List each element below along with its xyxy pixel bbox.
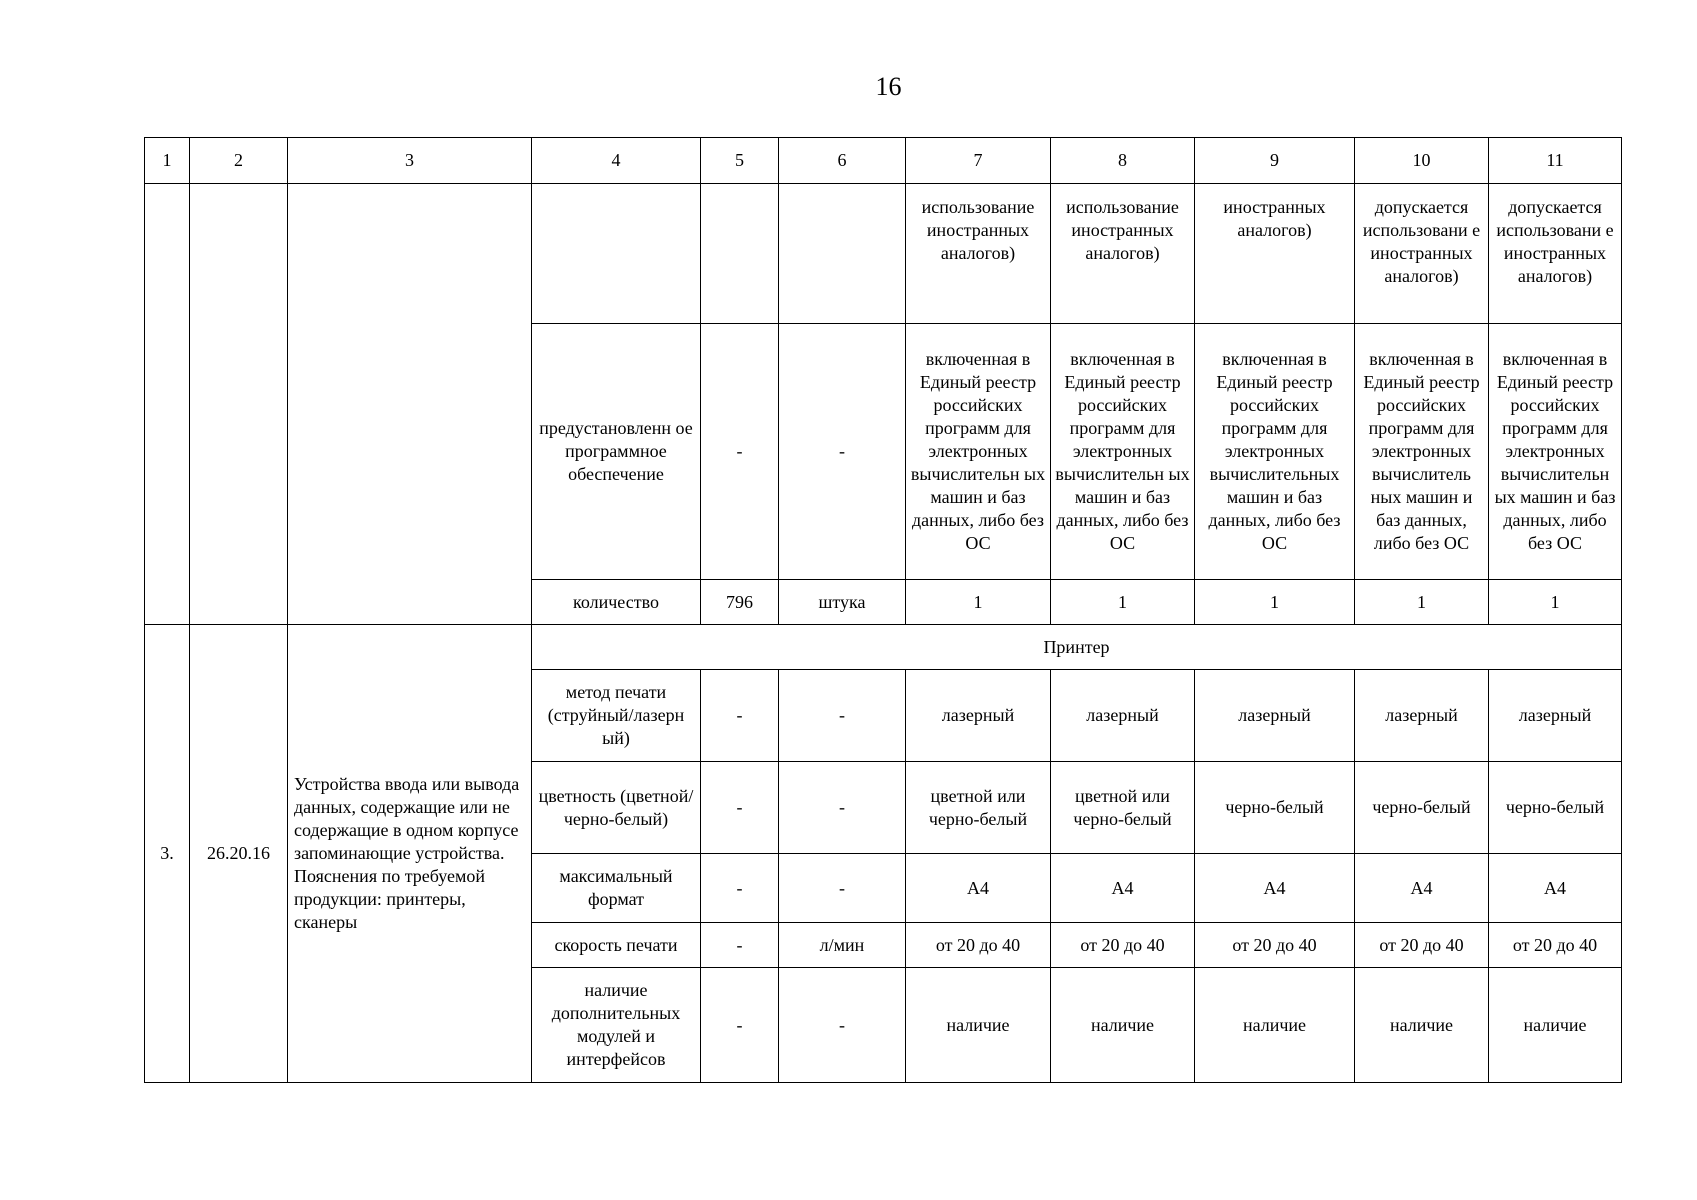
column-number: 6 xyxy=(779,138,906,184)
cell-empty xyxy=(532,184,701,324)
group-title: Принтер xyxy=(532,625,1622,670)
table-cell: от 20 до 40 xyxy=(906,923,1051,968)
table-cell: 1 xyxy=(906,580,1051,625)
item-number: 3. xyxy=(145,625,190,1083)
column-number: 3 xyxy=(288,138,532,184)
table-cell: наличие xyxy=(1051,968,1195,1083)
table-cell: допускается использовани е иностранных аналогов) xyxy=(1489,184,1622,324)
table-cell: метод печати (струйный/лазерн ый) xyxy=(532,670,701,762)
table-cell: включенная в Единый реестр российских программ для электронных вычислительных машин и баз данных, либо без ОС xyxy=(1195,324,1355,580)
table-cell: лазерный xyxy=(1051,670,1195,762)
column-number: 7 xyxy=(906,138,1051,184)
table-cell: 1 xyxy=(1355,580,1489,625)
table-cell: лазерный xyxy=(1355,670,1489,762)
table-cell: цветной или черно-белый xyxy=(1051,762,1195,854)
table-cell: л/мин xyxy=(779,923,906,968)
table-cell: использование иностранных аналогов) xyxy=(906,184,1051,324)
table-cell: 1 xyxy=(1195,580,1355,625)
table-cell: штука xyxy=(779,580,906,625)
item-code: 26.20.16 xyxy=(190,625,288,1083)
cell-empty xyxy=(701,184,779,324)
table-cell: - xyxy=(779,968,906,1083)
table-cell: - xyxy=(779,762,906,854)
table-cell: включенная в Единый реестр российских программ для электронных вычислительн ых машин и баз данных, либо без ОС xyxy=(1051,324,1195,580)
column-number: 9 xyxy=(1195,138,1355,184)
cell-empty xyxy=(190,184,288,625)
table-cell: скорость печати xyxy=(532,923,701,968)
cell-empty xyxy=(145,184,190,625)
cell-empty xyxy=(288,184,532,625)
table-cell: предустановленн ое программное обеспечение xyxy=(532,324,701,580)
table-cell: допускается использовани е иностранных аналогов) xyxy=(1355,184,1489,324)
requirements-table xyxy=(144,137,1622,1083)
table-cell: А4 xyxy=(1355,854,1489,923)
table-cell: 1 xyxy=(1489,580,1622,625)
table-cell: включенная в Единый реестр российских программ для электронных вычислительн ых машин и баз данных, либо без ОС xyxy=(1489,324,1622,580)
column-number: 4 xyxy=(532,138,701,184)
table-cell: - xyxy=(779,324,906,580)
column-number: 2 xyxy=(190,138,288,184)
table-cell: А4 xyxy=(1489,854,1622,923)
column-number: 5 xyxy=(701,138,779,184)
table-cell: А4 xyxy=(1195,854,1355,923)
table-row xyxy=(145,625,1622,670)
cell-empty xyxy=(779,184,906,324)
table-cell: иностранных аналогов) xyxy=(1195,184,1355,324)
table-cell: от 20 до 40 xyxy=(1489,923,1622,968)
table-cell: наличие дополнительных модулей и интерфейсов xyxy=(532,968,701,1083)
table-cell: - xyxy=(701,923,779,968)
column-number: 8 xyxy=(1051,138,1195,184)
column-number: 11 xyxy=(1489,138,1622,184)
table-cell: наличие xyxy=(1489,968,1622,1083)
table-cell: - xyxy=(701,670,779,762)
table-cell: черно-белый xyxy=(1195,762,1355,854)
column-number-row xyxy=(145,138,1622,184)
table-cell: включенная в Единый реестр российских программ для электронных вычислитель ных машин и баз данных, либо без ОС xyxy=(1355,324,1489,580)
table-cell: от 20 до 40 xyxy=(1355,923,1489,968)
table-cell: А4 xyxy=(1051,854,1195,923)
table-cell: цветной или черно-белый xyxy=(906,762,1051,854)
table-cell: наличие xyxy=(906,968,1051,1083)
page-number: 16 xyxy=(875,72,902,101)
table-cell: - xyxy=(701,324,779,580)
column-number: 1 xyxy=(145,138,190,184)
table-cell: наличие xyxy=(1355,968,1489,1083)
table-cell: от 20 до 40 xyxy=(1051,923,1195,968)
table-cell: черно-белый xyxy=(1489,762,1622,854)
table-cell: цветность (цветной/черно-белый) xyxy=(532,762,701,854)
item-description: Устройства ввода или вывода данных, содержащие или не содержащие в одном корпусе запоминающие устройства. Пояснения по требуемой продукции: принтеры, сканеры xyxy=(288,625,532,1083)
column-number: 10 xyxy=(1355,138,1489,184)
table-cell: - xyxy=(701,762,779,854)
table-cell: 1 xyxy=(1051,580,1195,625)
table-cell: 796 xyxy=(701,580,779,625)
table-cell: лазерный xyxy=(1489,670,1622,762)
table-cell: от 20 до 40 xyxy=(1195,923,1355,968)
table-cell: - xyxy=(779,670,906,762)
table-cell: - xyxy=(701,854,779,923)
table-cell: - xyxy=(779,854,906,923)
table-cell: максимальный формат xyxy=(532,854,701,923)
table-cell: включенная в Единый реестр российских программ для электронных вычислительн ых машин и баз данных, либо без ОС xyxy=(906,324,1051,580)
table-cell: использование иностранных аналогов) xyxy=(1051,184,1195,324)
table-cell: А4 xyxy=(906,854,1051,923)
table-cell: наличие xyxy=(1195,968,1355,1083)
table-cell: - xyxy=(701,968,779,1083)
table-cell: лазерный xyxy=(906,670,1051,762)
table-row xyxy=(145,184,1622,324)
table-cell: лазерный xyxy=(1195,670,1355,762)
table-cell: черно-белый xyxy=(1355,762,1489,854)
table-cell: количество xyxy=(532,580,701,625)
